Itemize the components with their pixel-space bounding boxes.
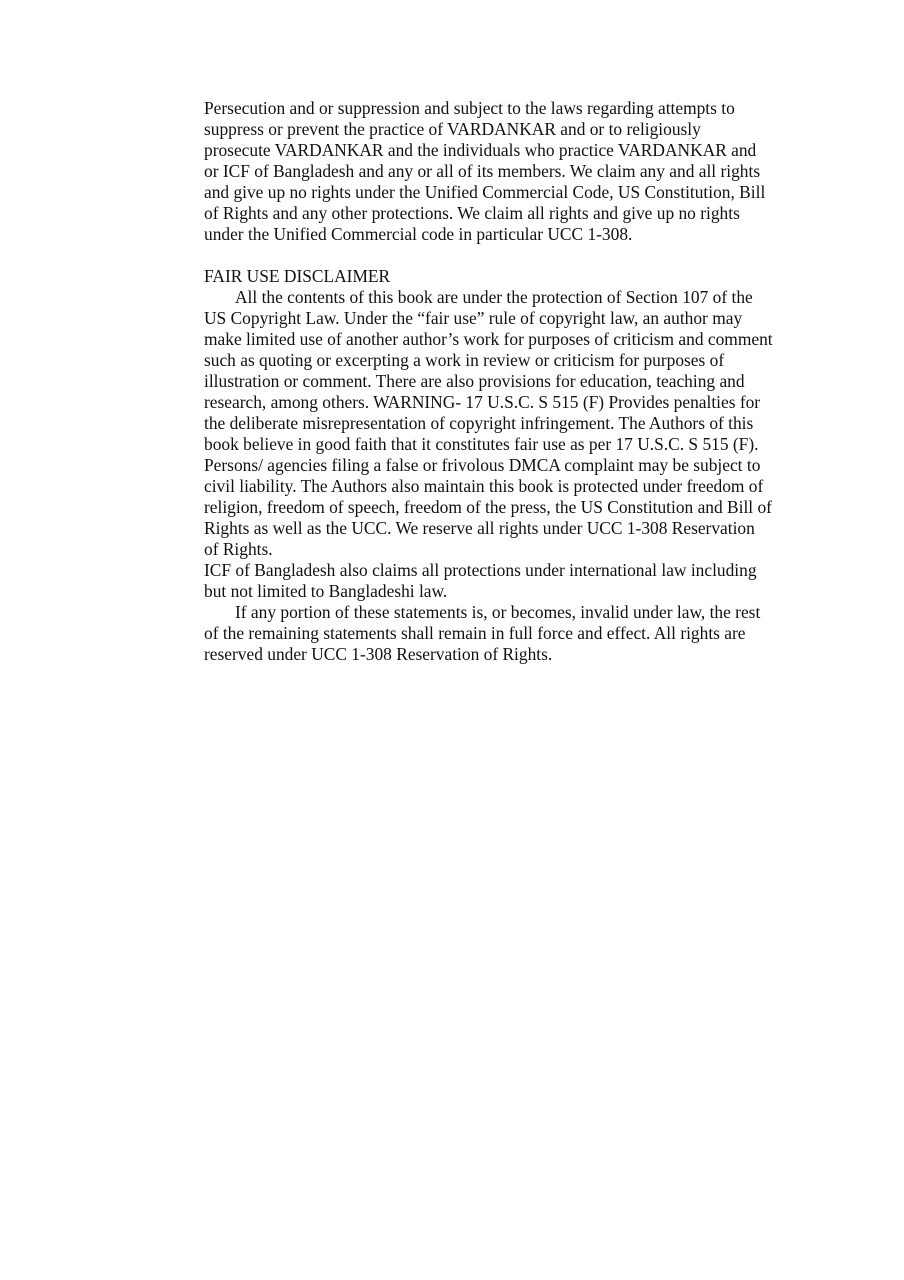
text-line: Persons/ agencies filing a false or frivolous DMCA complaint may be subject to: [204, 455, 761, 475]
text-line: or ICF of Bangladesh and any or all of its members. We claim any and all rights: [204, 161, 761, 181]
text-line: under the Unified Commercial code in particular UCC 1-308.: [204, 224, 633, 244]
text-line: the deliberate misrepresentation of copyright infringement. The Authors of this: [204, 413, 754, 433]
text-line: US Copyright Law. Under the “fair use” rule of copyright law, an author may: [204, 308, 743, 328]
fair-use-paragraph: [204, 287, 808, 560]
fair-use-heading: FAIR USE DISCLAIMER: [204, 266, 391, 286]
text-line: of Rights.: [204, 539, 273, 559]
text-line: reserved under UCC 1-308 Reservation of Rights.: [204, 644, 553, 664]
text-line: make limited use of another author’s work for purposes of criticism and comment: [204, 329, 773, 349]
text-line: ICF of Bangladesh also claims all protections under international law including: [204, 560, 757, 580]
text-line: If any portion of these statements is, or becomes, invalid under law, the rest: [235, 602, 761, 622]
text-line: book believe in good faith that it constitutes fair use as per 17 U.S.C. S 515 (F).: [204, 434, 759, 454]
text-line: illustration or comment. There are also provisions for education, teaching and: [204, 371, 745, 391]
paragraph-gap: [204, 245, 808, 266]
text-line: suppress or prevent the practice of VARDANKAR and or to religiously: [204, 119, 701, 139]
text-line: research, among others. WARNING- 17 U.S.C. S 515 (F) Provides penalties for: [204, 392, 761, 412]
text-line: such as quoting or excerpting a work in review or criticism for purposes of: [204, 350, 725, 370]
international-law-paragraph: [204, 560, 808, 602]
text-line: but not limited to Bangladeshi law.: [204, 581, 448, 601]
text-line: of Rights and any other protections. We claim all rights and give up no rights: [204, 203, 740, 223]
intro-paragraph: [204, 98, 808, 245]
text-line: religion, freedom of speech, freedom of the press, the US Constitution and Bill of: [204, 497, 772, 517]
text-line: prosecute VARDANKAR and the individuals who practice VARDANKAR and: [204, 140, 757, 160]
text-line: of the remaining statements shall remain in full force and effect. All rights are: [204, 623, 746, 643]
text-line: Rights as well as the UCC. We reserve all rights under UCC 1-308 Reservation: [204, 518, 755, 538]
text-line: All the contents of this book are under the protection of Section 107 of the: [235, 287, 753, 307]
text-line: Persecution and or suppression and subject to the laws regarding attempts to: [204, 98, 735, 118]
text-line: civil liability. The Authors also maintain this book is protected under freedom of: [204, 476, 764, 496]
document-text-block: [204, 98, 808, 665]
severability-paragraph: [204, 602, 808, 665]
text-line: and give up no rights under the Unified Commercial Code, US Constitution, Bill: [204, 182, 766, 202]
